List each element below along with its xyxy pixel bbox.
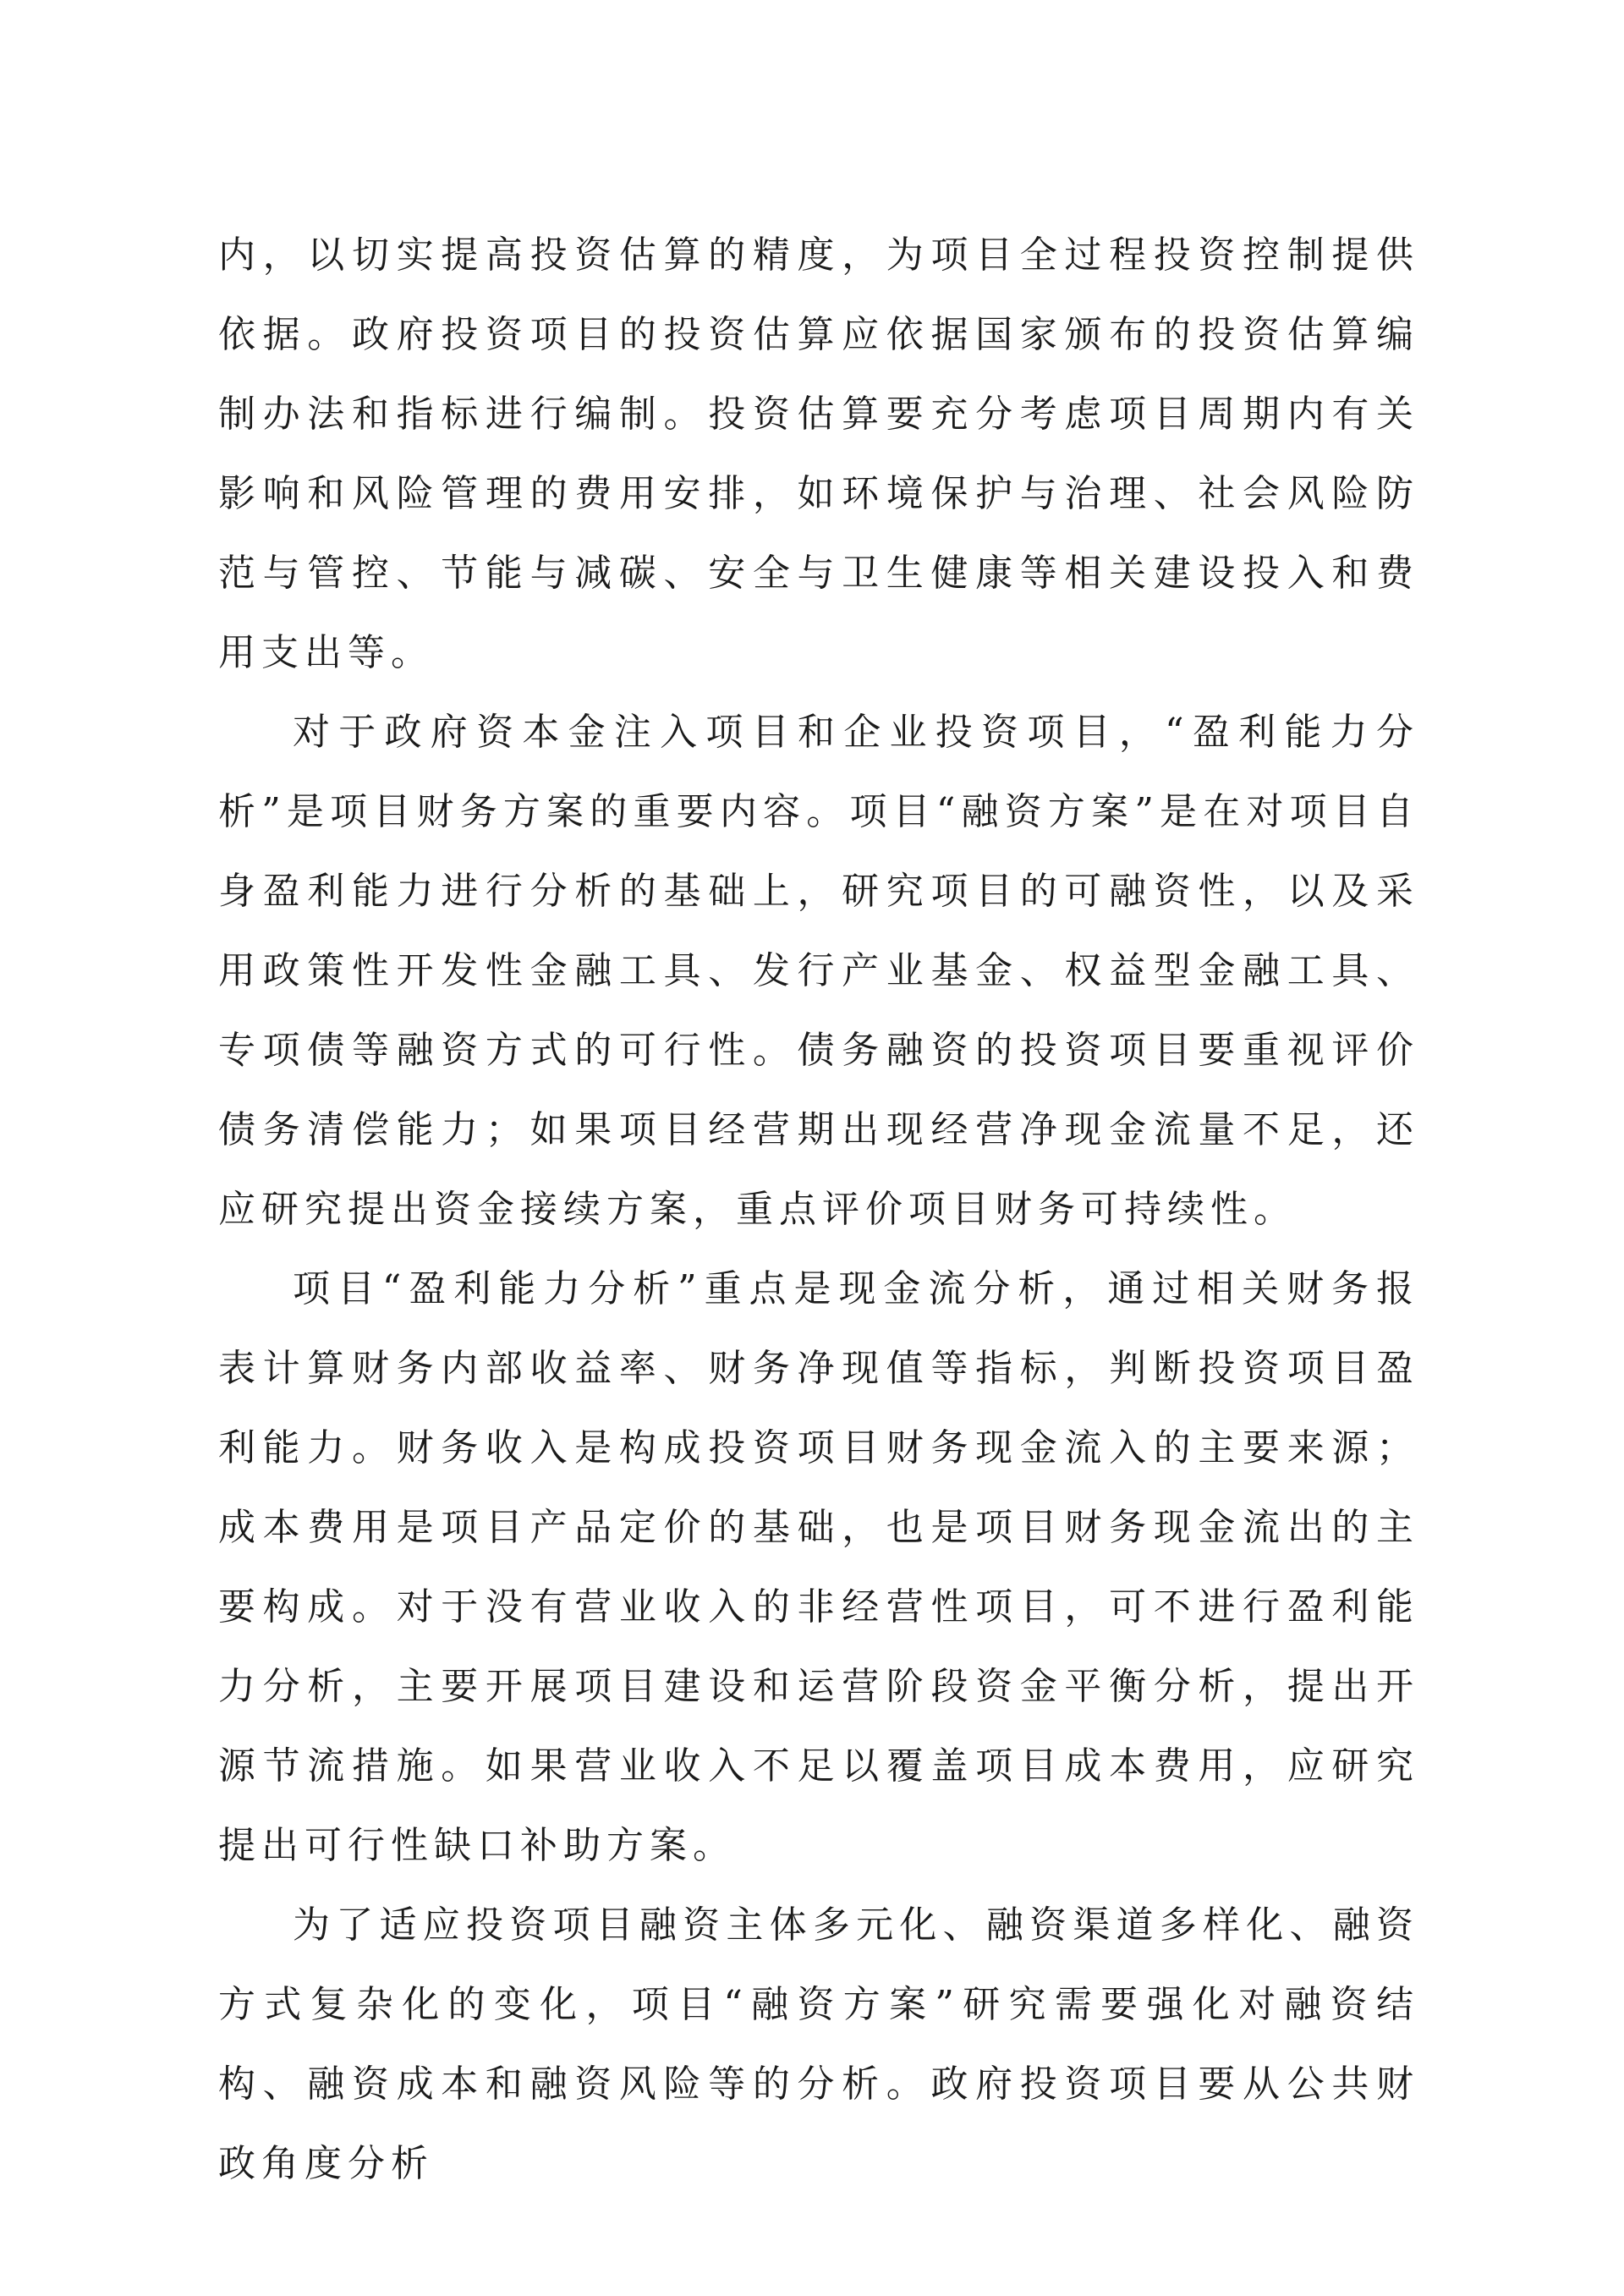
paragraph-profitability-financing: 对于政府资本金注入项目和企业投资项目，“盈利能力分析”是项目财务方案的重要内容。项目“融资方案”是在对项目自身盈利能力进行分析的基础上，研究项目的可融资性，以及采用政策性开发性金融工具、发行产业基金、权益型金融工具、专项债等融资方式的可行性。债务融资的投资项目要重视评价债务清偿能力；如果项目经营期出现经营净现金流量不足，还应研究提出资金接续方案，重点评价项目财务可持续性。 xyxy=(218,711,1419,1231)
paragraph-investment-estimate: 内，以切实提高投资估算的精度，为项目全过程投资控制提供依据。政府投资项目的投资估算应依据国家颁布的投资估算编制办法和指标进行编制。投资估算要充分考虑项目周期内有关影响和风险管理的费用安排，如环境保护与治理、社会风险防范与管控、节能与减碳、安全与卫生健康等相关建设投入和费用支出等。 xyxy=(218,233,1419,674)
document-body xyxy=(218,216,1419,2204)
paragraph-cash-flow-analysis: 项目“盈利能力分析”重点是现金流分析，通过相关财务报表计算财务内部收益率、财务净现值等指标，判断投资项目盈利能力。财务收入是构成投资项目财务现金流入的主要来源；成本费用是项目产品定价的基础，也是项目财务现金流出的主要构成。对于没有营业收入的非经营性项目，可不进行盈利能力分析，主要开展项目建设和运营阶段资金平衡分析，提出开源节流措施。如果营业收入不足以覆盖项目成本费用，应研究提出可行性缺口补助方案。 xyxy=(218,1267,1419,1867)
paragraph-financing-structure: 为了适应投资项目融资主体多元化、融资渠道多样化、融资方式复杂化的变化，项目“融资方案”研究需要强化对融资结构、融资成本和融资风险等的分析。政府投资项目要从公共财政角度分析 xyxy=(218,1903,1419,2185)
